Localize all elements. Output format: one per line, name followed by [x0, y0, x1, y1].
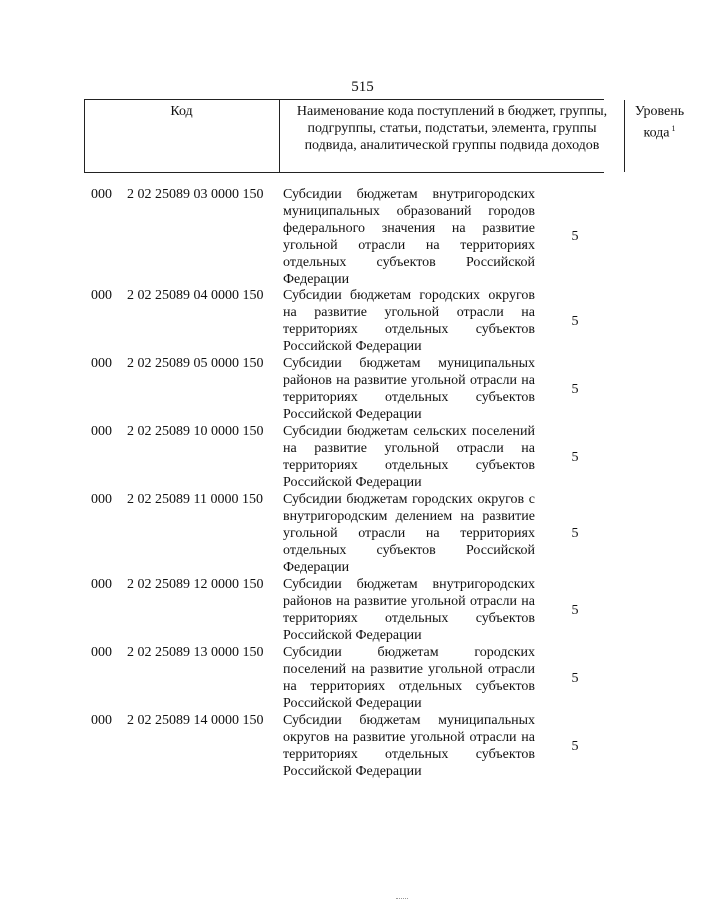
- revenue-code: 2 02 25089 05 0000 150: [127, 356, 264, 371]
- revenue-name: Субсидии бюджетам муниципальных округов на развитие угольной отрасли на территориях отдельных субъектов Российской Федерации: [283, 713, 535, 779]
- revenue-name: Субсидии бюджетам внутригородских муниципальных образований городов федерального значения на развитие угольной отрасли на территориях отдельных субъектов Российской Федерации: [283, 187, 535, 287]
- level-value: 5: [571, 671, 579, 686]
- admin-code: 000: [91, 187, 112, 202]
- level-value: 5: [571, 603, 579, 618]
- revenue-code: 2 02 25089 11 0000 150: [127, 492, 263, 507]
- admin-code: 000: [91, 713, 112, 728]
- header-name: Наименование кода поступлений в бюджет, группы, подгруппы, статьи, подстатьи, элемента, группы подвида, аналитической группы подвида доходов: [279, 100, 625, 172]
- table-row: [84, 576, 624, 644]
- revenue-code: 2 02 25089 03 0000 150: [127, 187, 264, 202]
- admin-code: 000: [91, 288, 112, 303]
- level-value: 5: [571, 739, 579, 754]
- table-header: [84, 99, 685, 173]
- table-row: [84, 423, 624, 491]
- header-level-label: Уровень кода: [634, 104, 685, 141]
- revenue-name: Субсидии бюджетам внутригородских районов на развитие угольной отрасли на территориях отдельных субъектов Российской Федерации: [283, 577, 535, 643]
- table-row: [84, 491, 624, 576]
- revenue-code: 2 02 25089 14 0000 150: [127, 713, 264, 728]
- revenue-code: 2 02 25089 13 0000 150: [127, 645, 264, 660]
- table-body: [84, 186, 624, 780]
- revenue-name: Субсидии бюджетам муниципальных районов на развитие угольной отрасли на территориях отдельных субъектов Российской Федерации: [283, 356, 535, 422]
- scan-artifact: [396, 898, 408, 902]
- revenue-code: 2 02 25089 04 0000 150: [127, 288, 264, 303]
- revenue-name: Субсидии бюджетам городских поселений на развитие угольной отрасли на территориях отдельных субъектов Российской Федерации: [283, 645, 535, 711]
- revenue-code: 2 02 25089 12 0000 150: [127, 577, 264, 592]
- level-value: 5: [571, 314, 579, 329]
- admin-code: 000: [91, 356, 112, 371]
- level-value: 5: [571, 229, 579, 244]
- admin-code: 000: [91, 577, 112, 592]
- header-level-footnote: 1: [671, 124, 676, 133]
- table-row: [84, 712, 624, 780]
- page-number: 515: [351, 79, 374, 95]
- table-row: [84, 355, 624, 423]
- table-row: [84, 644, 624, 712]
- level-value: 5: [571, 450, 579, 465]
- revenue-name: Субсидии бюджетам городских округов с внутригородским делением на развитие угольной отрасли на территориях отдельных субъектов Российской Федерации: [283, 492, 535, 575]
- table-row: [84, 287, 624, 355]
- admin-code: 000: [91, 424, 112, 439]
- level-value: 5: [571, 526, 579, 541]
- revenue-code: 2 02 25089 10 0000 150: [127, 424, 264, 439]
- header-level: [625, 100, 694, 175]
- admin-code: 000: [91, 492, 112, 507]
- admin-code: 000: [91, 645, 112, 660]
- level-value: 5: [571, 382, 579, 397]
- table-row: [84, 186, 624, 287]
- revenue-name: Субсидии бюджетам сельских поселений на развитие угольной отрасли на территориях отдельных субъектов Российской Федерации: [283, 424, 535, 490]
- revenue-name: Субсидии бюджетам городских округов на развитие угольной отрасли на территориях отдельных субъектов Российской Федерации: [283, 288, 535, 354]
- header-code: Код: [170, 104, 193, 119]
